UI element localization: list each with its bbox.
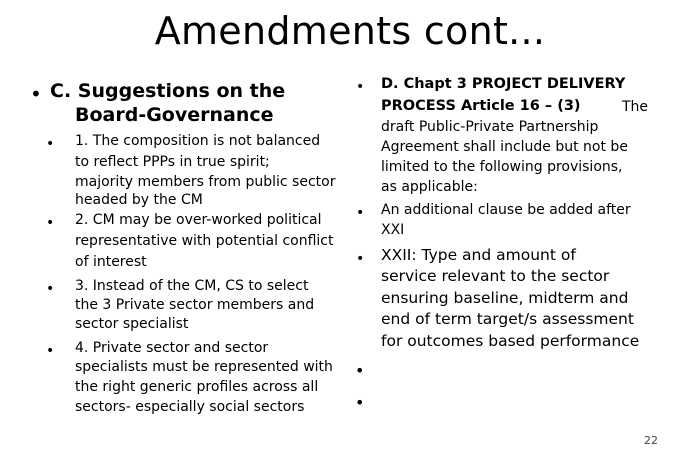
bullet-icon: • (46, 281, 55, 297)
right-xxii-line-5: for outcomes based performance (381, 332, 640, 350)
right-heading-line-4: draft Public-Private Partnership (381, 119, 599, 135)
right-xxii-line-2: service relevant to the sector (381, 267, 610, 285)
right-clause-line-1: An additional clause be added after (381, 202, 631, 218)
right-heading-line-1: D. Chapt 3 PROJECT DELIVERY (381, 76, 626, 92)
bullet-icon: • (46, 215, 55, 231)
left-item-4-line-2: specialists must be represented with (75, 359, 333, 375)
right-heading-line-5: Agreement shall include but not be (381, 139, 628, 155)
left-item-1-line-1: 1. The composition is not balanced (75, 133, 321, 149)
bullet-icon: • (355, 361, 365, 380)
right-xxii-line-4: end of term target/s assessment (381, 310, 634, 328)
right-xxii-line-1: XXII: Type and amount of (381, 246, 576, 264)
left-item-3-line-1: 3. Instead of the CM, CS to select (75, 278, 309, 294)
right-xxii-line-3: ensuring baseline, midterm and (381, 289, 629, 307)
left-item-3-line-3: sector specialist (75, 316, 189, 332)
right-heading-line-7: as applicable: (381, 179, 478, 195)
bullet-icon: • (355, 393, 365, 412)
right-heading-line-2: PROCESS Article 16 – (3) (381, 98, 581, 114)
left-heading-line-1: C. Suggestions on the (50, 80, 286, 102)
bullet-icon: • (46, 343, 55, 359)
bullet-icon: • (356, 79, 365, 95)
left-item-4-line-4: sectors- especially social sectors (75, 399, 305, 415)
bullet-icon: • (356, 205, 365, 221)
left-item-1-line-3: majority members from public sector (75, 174, 336, 190)
left-item-2-line-1: 2. CM may be over-worked political (75, 212, 322, 228)
right-heading-line-6: limited to the following provisions, (381, 159, 623, 175)
left-item-4-line-1: 4. Private sector and sector (75, 340, 269, 356)
left-item-2-line-2: representative with potential conflict (75, 233, 334, 249)
right-heading-line-3: The (622, 99, 649, 115)
left-item-1-line-2: to reflect PPPs in true spirit; (75, 154, 270, 170)
left-heading-line-2: Board-Governance (75, 104, 274, 126)
left-item-4-line-3: the right generic profiles across all (75, 379, 319, 395)
slide-title: Amendments cont... (154, 9, 546, 53)
bullet-icon: • (30, 82, 42, 106)
bullet-icon: • (46, 136, 55, 152)
left-item-2-line-3: of interest (75, 254, 147, 270)
left-item-3-line-2: the 3 Private sector members and (75, 297, 315, 313)
page-number: 22 (644, 434, 658, 447)
bullet-icon: • (356, 251, 365, 267)
right-clause-line-2: XXI (381, 222, 405, 238)
left-item-1-line-4: headed by the CM (75, 192, 203, 208)
